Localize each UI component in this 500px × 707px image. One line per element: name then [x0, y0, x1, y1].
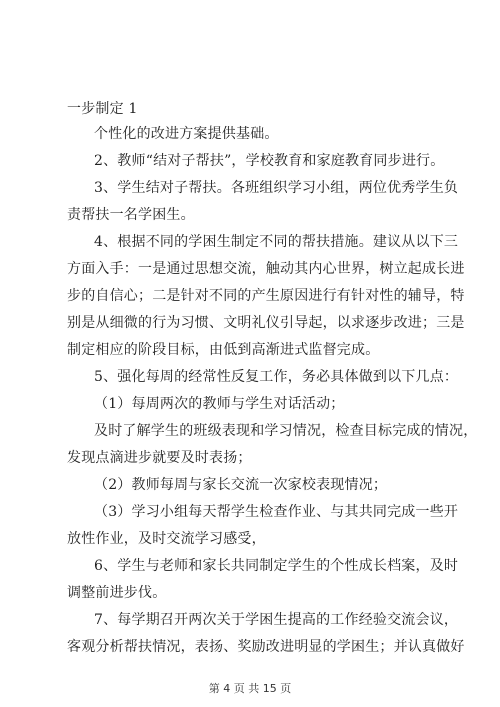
text-line: （2）教师每周与家长交流一次家校表现情况； [94, 477, 388, 493]
text-line: 一步制定 1 [67, 101, 138, 117]
text-line: 别是从细微的行为习惯、文明礼仪引导起，以求逐步改进；三是 [67, 315, 465, 331]
text-line: 及时了解学生的班级表现和学习情况，检查目标完成的情况， [94, 423, 478, 439]
text-line: 6、学生与老师和家长共同制定学生的个性成长档案，及时 [94, 558, 459, 574]
text-line: 个性化的改进方案提供基础。 [94, 126, 279, 142]
text-line: 4、根据不同的学困生制定不同的帮扶措施。建议从以下三 [94, 234, 459, 250]
text-line: 方面入手：一是通过思想交流，触动其内心世界，树立起成长进 [67, 261, 465, 277]
text-line: 责帮扶一名学困生。 [67, 207, 195, 223]
text-line: 步的自信心；二是针对不同的产生原因进行有针对性的辅导，特 [67, 288, 465, 304]
text-line: 5、强化每周的经常性反复工作，务必具体做到以下几点： [94, 369, 459, 385]
text-line: （1）每周两次的教师与学生对话活动； [94, 396, 345, 412]
text-line: 客观分析帮扶情况，表扬、奖励改进明显的学困生；并认真做好 [67, 639, 465, 655]
text-line: 2、教师“结对子帮扶”，学校教育和家庭教育同步进行。 [94, 153, 445, 169]
text-line: （3）学习小组每天帮学生检查作业、与其共同完成一些开 [94, 504, 459, 520]
text-line: 调整前进步伐。 [67, 585, 167, 601]
text-line: 放性作业，及时交流学习感受， [67, 531, 266, 547]
text-line: 制定相应的阶段目标，由低到高渐进式监督完成。 [67, 342, 380, 358]
text-line: 3、学生结对子帮扶。各班组织学习小组，两位优秀学生负 [94, 180, 459, 196]
text-line: 发现点滴进步就要及时表扬； [67, 450, 252, 466]
text-line: 7、每学期召开两次关于学困生提高的工作经验交流会议， [94, 612, 459, 628]
page-number-footer: 第 4 页 共 15 页 [208, 682, 292, 695]
